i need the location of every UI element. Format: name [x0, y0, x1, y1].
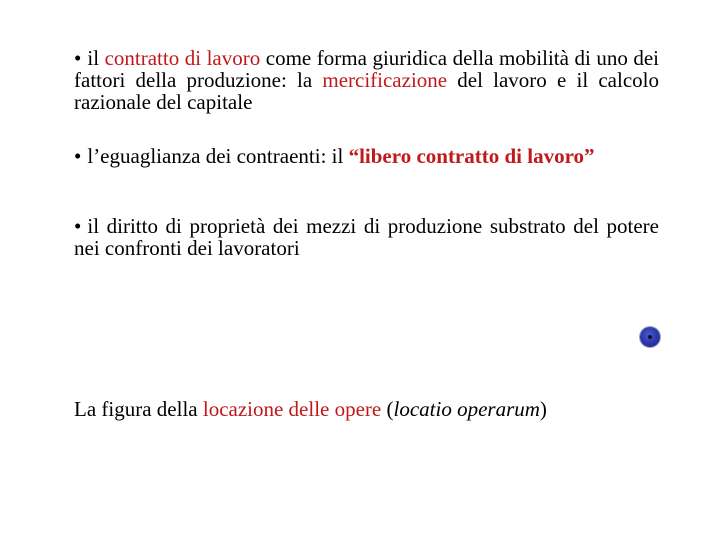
- caption-seg-4: locatio operarum: [393, 397, 540, 421]
- bullet-icon: •: [74, 46, 82, 70]
- item-1-seg-3: come forma giuridica della mobilità di uno dei fattori della produzione: la: [74, 46, 660, 92]
- bullet-icon: •: [74, 214, 82, 238]
- bullet-item-2: [74, 145, 659, 167]
- caption-seg-2: locazione delle opere: [202, 397, 382, 421]
- item-1-seg-2: contratto di lavoro: [104, 46, 261, 70]
- caption-seg-5: ): [539, 397, 547, 421]
- bullet-item-3: [74, 215, 659, 259]
- bullet-icon: •: [74, 144, 82, 168]
- item-2-seg-2: “libero contratto di lavoro”: [348, 144, 595, 168]
- item-2-seg-1: l’eguaglianza dei contraenti: il: [87, 144, 349, 168]
- caption-seg-3: (: [381, 397, 394, 421]
- item-3-seg-1: il diritto di proprietà dei mezzi di produzione substrato del potere nei confronti dei lavoratori: [74, 214, 659, 260]
- item-1-seg-4: mercificazione: [322, 68, 448, 92]
- caption: [74, 397, 674, 421]
- caption-seg-1: La figura della: [74, 397, 203, 421]
- nav-button-center-dot: [648, 335, 652, 339]
- bullet-item-1: [74, 47, 659, 113]
- circle-nav-button-icon[interactable]: [640, 327, 660, 347]
- item-1-seg-1: il: [87, 46, 105, 70]
- item-1-seg-5: del lavoro e il calcolo razionale del capitale: [74, 68, 659, 114]
